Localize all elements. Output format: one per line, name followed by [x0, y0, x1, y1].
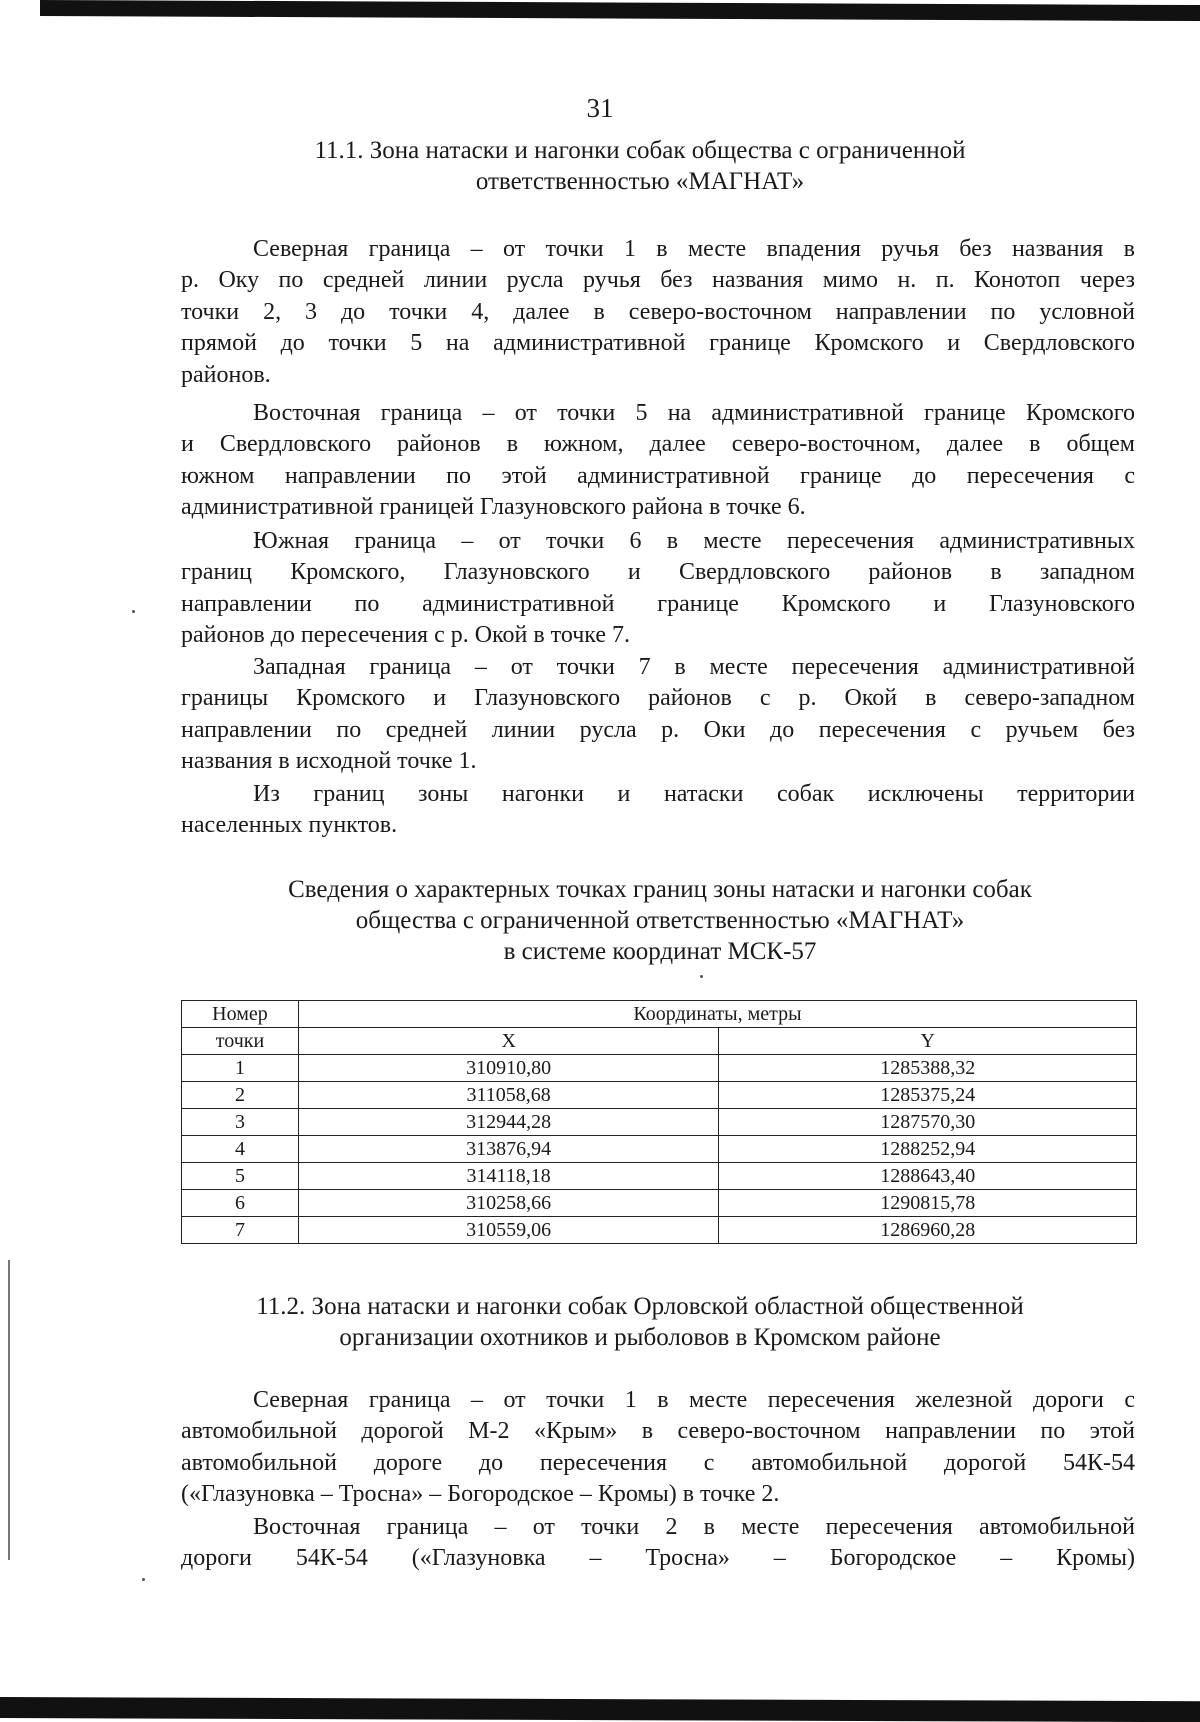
point-number-cell: 1	[182, 1055, 299, 1082]
x-cell: 310910,80	[298, 1055, 719, 1082]
y-cell: 1288643,40	[719, 1163, 1137, 1190]
y-cell: 1285375,24	[719, 1082, 1137, 1109]
text-line: границ Кромского, Глазуновского и Свердловского районов в западном	[181, 559, 1135, 586]
caption-line: в системе координат МСК-57	[503, 938, 817, 965]
text-line: Южная граница – от точки 6 в месте пересечения административных	[253, 528, 1135, 554]
text-line: южном направлении по этой административной границе до пересечения с	[181, 462, 1135, 489]
text-line: границы Кромского и Глазуновского районов с р. Окой в северо-западном	[181, 685, 1135, 712]
text-line: населенных пунктов.	[181, 812, 398, 839]
point-number-cell: 4	[182, 1136, 299, 1163]
y-cell: 1285388,32	[719, 1055, 1137, 1082]
x-cell: 310559,06	[298, 1217, 719, 1244]
x-cell: 311058,68	[298, 1082, 719, 1109]
text-line: Восточная граница – от точки 2 в месте пересечения автомобильной	[253, 1514, 1135, 1540]
paragraph-south-border	[181, 526, 1135, 652]
table-row	[182, 1217, 1137, 1244]
point-number-cell: 5	[182, 1163, 299, 1190]
scan-speck	[700, 975, 703, 978]
text-line: Северная граница – от точки 1 в месте пересечения железной дороги с	[253, 1387, 1135, 1413]
table-row	[182, 1163, 1137, 1190]
text-line: названия в исходной точке 1.	[181, 748, 477, 775]
section-2-heading	[180, 1291, 1100, 1353]
text-line: точки 2, 3 до точки 4, далее в северо-восточном направлении по условной	[181, 298, 1135, 325]
x-cell: 313876,94	[298, 1136, 719, 1163]
paragraph-exclusions	[181, 779, 1135, 842]
coordinates-header: Координаты, метры	[298, 1001, 1136, 1028]
x-cell: 310258,66	[298, 1190, 719, 1217]
caption-line: общества с ограниченной ответственностью «МАГНАТ»	[355, 907, 965, 934]
point-number-cell: 6	[182, 1190, 299, 1217]
text-line: административной границей Глазуновского района в точке 6.	[181, 494, 806, 521]
paragraph-north-border	[181, 234, 1135, 391]
text-line: («Глазуновка – Тросна» – Богородское – Кромы) в точке 2.	[181, 1481, 780, 1508]
y-cell: 1290815,78	[719, 1190, 1137, 1217]
paragraph-north-border-2	[181, 1385, 1135, 1511]
heading-line: ответственностью «МАГНАТ»	[475, 168, 805, 195]
table-row	[182, 1055, 1137, 1082]
section-1-heading	[200, 135, 1080, 197]
coordinates-table	[181, 1000, 1137, 1244]
point-number-cell: 2	[182, 1082, 299, 1109]
x-header: X	[298, 1028, 719, 1055]
text-line: Из границ зоны нагонки и натаски собак исключены территории	[253, 781, 1135, 807]
text-line: автомобильной дороге до пересечения с автомобильной дорогой 54К-54	[181, 1449, 1135, 1476]
heading-line: организации охотников и рыболовов в Кромском районе	[339, 1324, 941, 1351]
table-row	[182, 1082, 1137, 1109]
text-line: направлении по административной границе Кромского и Глазуновского	[181, 590, 1135, 617]
scan-speck	[142, 1578, 145, 1581]
table-caption	[180, 874, 1140, 967]
table-row	[182, 1190, 1137, 1217]
text-line: Западная граница – от точки 7 в месте пересечения административной	[253, 654, 1135, 680]
text-line: районов до пересечения с р. Окой в точке 7.	[181, 622, 631, 649]
text-line: и Свердловского районов в южном, далее северо-восточном, далее в общем	[181, 431, 1135, 458]
text-line: Восточная граница – от точки 5 на административной границе Кромского	[253, 400, 1135, 426]
point-number-header: точки	[182, 1028, 299, 1055]
point-number-cell: 3	[182, 1109, 299, 1136]
heading-line: 11.1. Зона натаски и нагонки собак общества с ограниченной	[314, 137, 966, 164]
caption-line: Сведения о характерных точках границ зоны натаски и нагонки собак	[288, 876, 1032, 903]
y-cell: 1286960,28	[719, 1217, 1137, 1244]
paragraph-east-border	[181, 398, 1135, 524]
text-line: прямой до точки 5 на административной границе Кромского и Свердловского	[181, 330, 1135, 357]
x-cell: 312944,28	[298, 1109, 719, 1136]
x-cell: 314118,18	[298, 1163, 719, 1190]
table-row	[182, 1109, 1137, 1136]
text-line: автомобильной дорогой М-2 «Крым» в северо-восточном направлении по этой	[181, 1418, 1135, 1445]
y-cell: 1287570,30	[719, 1109, 1137, 1136]
point-number-header: Номер	[182, 1001, 299, 1028]
scan-edge-top	[40, 0, 1200, 21]
point-number-cell: 7	[182, 1217, 299, 1244]
scan-speck	[132, 610, 135, 613]
scan-edge-bottom	[0, 1697, 1200, 1722]
heading-line: 11.2. Зона натаски и нагонки собак Орловской областной общественной	[256, 1293, 1024, 1320]
text-line: направлении по средней линии русла р. Оки до пересечения с ручьем без	[181, 716, 1135, 743]
paragraph-east-border-2	[181, 1512, 1135, 1575]
paragraph-west-border	[181, 652, 1135, 778]
text-line: дороги 54К-54 («Глазуновка – Тросна» – Богородское – Кромы)	[181, 1545, 1135, 1572]
y-header: Y	[719, 1028, 1137, 1055]
text-line: р. Оку по средней линии русла ручья без названия мимо н. п. Конотоп через	[181, 267, 1135, 294]
table-row	[182, 1136, 1137, 1163]
table-header-row	[182, 1028, 1137, 1055]
text-line: Северная граница – от точки 1 в месте впадения ручья без названия в	[253, 236, 1135, 262]
scan-edge-left	[8, 1260, 10, 1560]
text-line: районов.	[181, 361, 271, 388]
table-header-row	[182, 1001, 1137, 1028]
page-number: 31	[586, 93, 614, 123]
y-cell: 1288252,94	[719, 1136, 1137, 1163]
